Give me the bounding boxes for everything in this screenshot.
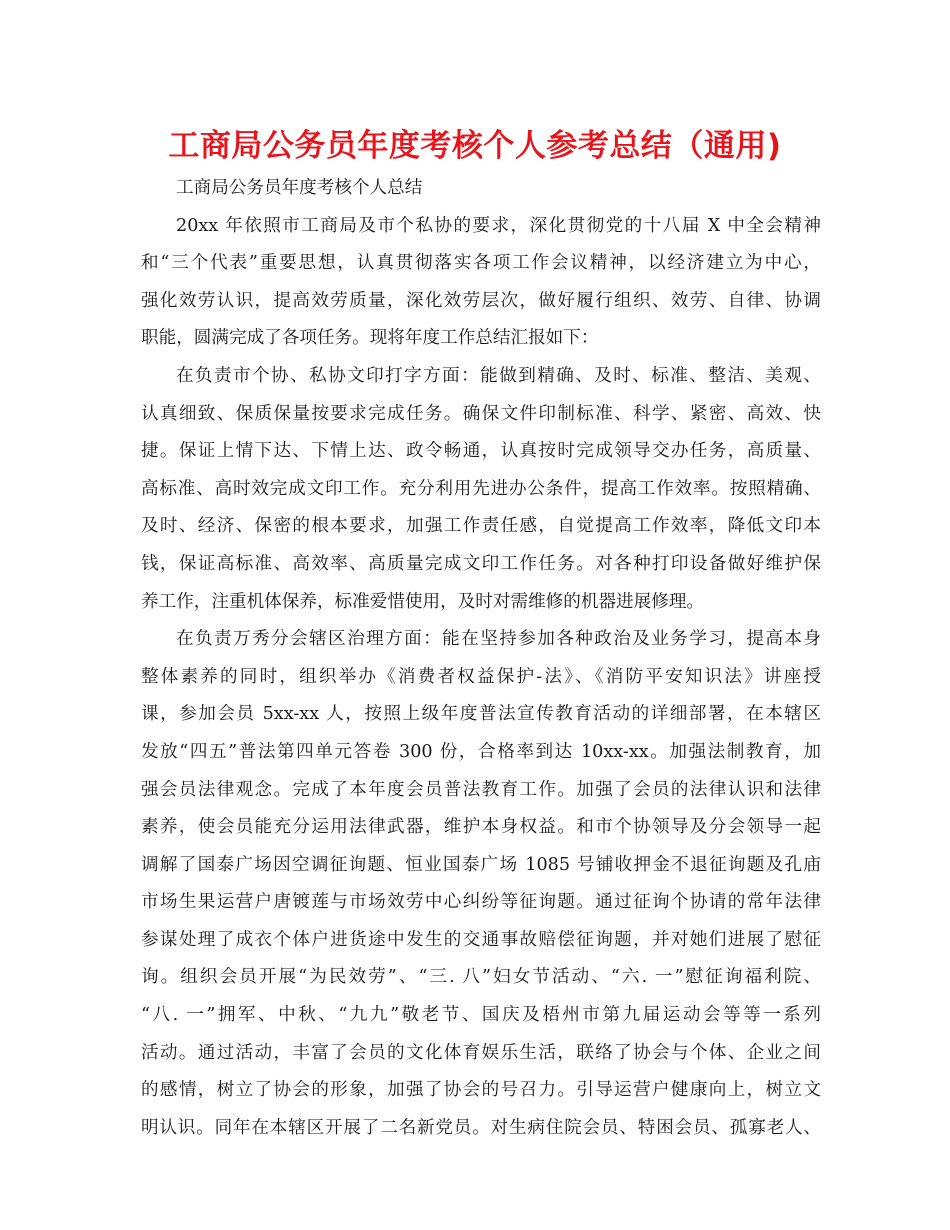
paragraph-3-line: 整体素养的同时，组织举办《消费者权益保护-法》、《消防平安知识法》讲座授 [141, 666, 821, 687]
paragraph-2-line: 在负责市个协、私协文印打字方面：能做到精确、及时、标准、整洁、美观、 [176, 365, 821, 386]
document-title: 工商局公务员年度考核个人参考总结（通用) [168, 128, 782, 164]
paragraph-3-line: 强会员法律观念。完成了本年度会员普法教育工作。加强了会员的法律认识和法律 [141, 779, 821, 800]
paragraph-3-line: “八. 一”拥军、中秋、“九九”敬老节、国庆及梧州市第九届运动会等等一系列 [141, 1005, 821, 1026]
paragraph-1-line: 和“三个代表”重要思想，认真贯彻落实各项工作会议精神，以经济建立为中心， [141, 253, 821, 274]
paragraph-2-line: 认真细致、保质保量按要求完成任务。确保文件印制标准、科学、紧密、高效、快 [141, 403, 821, 424]
paragraph-3-line: 课，参加会员 5xx-xx 人，按照上级年度普法宣传教育活动的详细部署，在本辖区 [141, 704, 821, 725]
paragraph-3-line: 的感情，树立了协会的形象，加强了协会的号召力。引导运营户健康向上，树立文 [141, 1080, 821, 1101]
paragraph-3-line: 明认识。同年在本辖区开展了二名新党员。对生病住院会员、特困会员、孤寡老人、 [141, 1117, 821, 1138]
paragraph-3-line: 参谋处理了成衣个体户进货途中发生的交通事故赔偿征询题，并对她们进展了慰征 [141, 929, 821, 950]
paragraph-3-line: 调解了国泰广场因空调征询题、恒业国泰广场 1085 号铺收押金不退征询题及孔庙 [141, 854, 821, 875]
document-subtitle: 工商局公务员年度考核个人总结 [176, 178, 423, 198]
paragraph-2-line: 捷。保证上情下达、下情上达、政令畅通，认真按时完成领导交办任务，高质量、 [141, 441, 821, 462]
paragraph-3-line: 活动。通过活动，丰富了会员的文化体育娱乐生活，联络了协会与个体、企业之间 [141, 1042, 821, 1063]
paragraph-2-line: 高标准、高时效完成文印工作。充分利用先进办公条件，提高工作效率。按照精确、 [141, 478, 821, 499]
paragraph-3-line: 发放“四五”普法第四单元答卷 300 份，合格率到达 10xx-xx。加强法制教育，加 [141, 741, 821, 762]
paragraph-2-line: 钱，保证高标准、高效率、高质量完成文印工作任务。对各种打印设备做好维护保 [141, 553, 821, 574]
paragraph-3-line: 素养，使会员能充分运用法律武器，维护本身权益。和市个协领导及分会领导一起 [141, 817, 821, 838]
paragraph-2-line: 养工作，注重机体保养，标准爱惜使用，及时对需维修的机器进展修理。 [141, 591, 705, 612]
paragraph-2-line: 及时、经济、保密的根本要求，加强工作责任感，自觉提高工作效率，降低文印本 [141, 516, 821, 537]
paragraph-1-line: 强化效劳认识，提高效劳质量，深化效劳层次，做好履行组织、效劳、自律、协调 [141, 290, 821, 311]
paragraph-1-line: 职能，圆满完成了各项任务。现将年度工作总结汇报如下： [141, 328, 599, 349]
paragraph-1-line: 20xx 年依照市工商局及市个私协的要求，深化贯彻党的十八届 X 中全会精神 [176, 215, 821, 236]
paragraph-3-line: 询。组织会员开展“为民效劳”、“三. 八”妇女节活动、“六. 一”慰征询福利院、 [141, 967, 821, 988]
paragraph-3-line: 市场生果运营户唐镀莲与市场效劳中心纠纷等征询题。通过征询个协请的常年法律 [141, 892, 821, 913]
document-body [141, 170, 821, 1147]
paragraph-3-line: 在负责万秀分会辖区治理方面：能在坚持参加各种政治及业务学习，提高本身 [176, 629, 821, 650]
